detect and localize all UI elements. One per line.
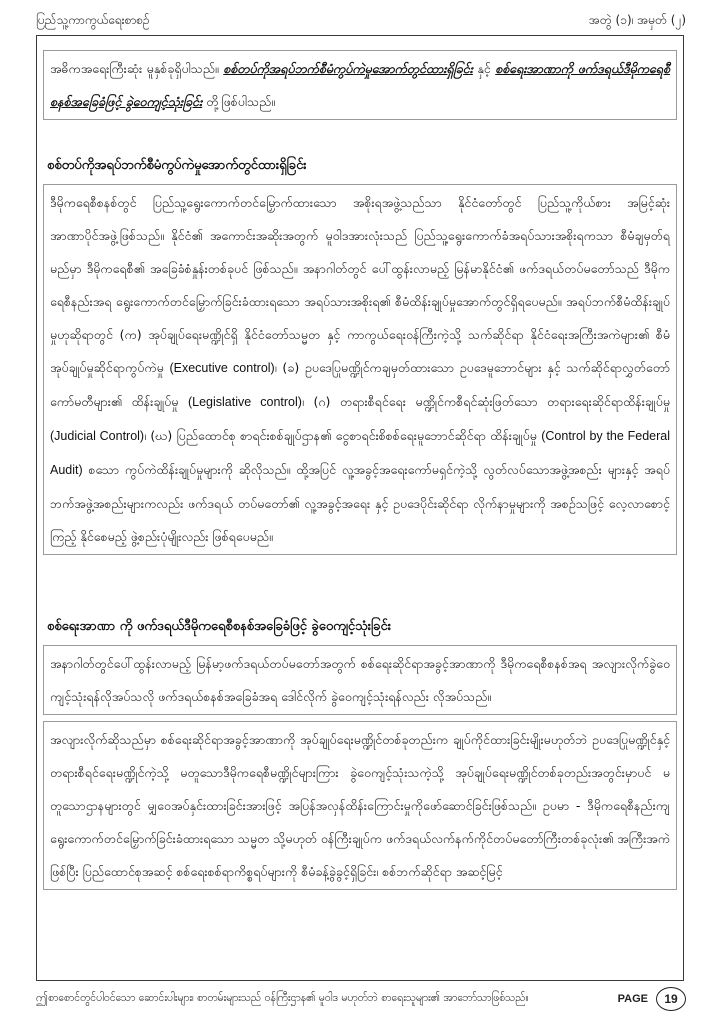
intro-text-3: တို့ဖြစ်ပါသည်။ [202, 94, 276, 109]
page-indicator [618, 987, 686, 1011]
section-1-text-2: ၊ (ခ) ဥပဒေပြုမဏ္ဍိုင်ကချမှတ်ထားသော ဥပဒေမူဘောင်များ နှင့် သက်ဆိုင်ရာလွှတ်တော်ကော်မတီများ၏ ထိန်းချုပ်မှု [50, 360, 671, 409]
term-federal-audit: (Control by the Federal Audit) [50, 429, 671, 477]
content-frame [36, 35, 684, 981]
footer-disclaimer: ဤစာစောင်တွင်ပါဝင်သော ဆောင်းပါးများ၊ စာတမ်းများသည် ဝန်ကြီးဌာန၏ မူဝါဒ မဟုတ်ဘဲ စာရေးသူများ၏ အာဘော်သာဖြစ်သည်။ [36, 991, 529, 1004]
section-1-heading: စစ်တပ်ကိုအရပ်ဘက်စီမံကွပ်ကဲမှုအောက်တွင်ထားရှိခြင်း [47, 158, 307, 173]
section-1-text-4: ၊ (ဃ) ပြည်ထောင်စု စာရင်းစစ်ချုပ်ဌာန၏ ငွေစာရင်းစိစစ်ရေးမူဘောင်ဆိုင်ရာ ထိန်းချုပ်မှု [144, 428, 542, 443]
journal-title: ပြည်သူ့ကာကွယ်ရေးစာစဥ် [36, 13, 150, 27]
intro-emphasis-1: စစ်တပ်ကိုအရပ်ဘက်စီမံကွပ်ကဲမှုအောက်တွင်ထားရှိခြင်း [223, 61, 473, 76]
page-footer [36, 986, 686, 1012]
page-label: PAGE [617, 993, 648, 1005]
intro-emphasis-2: စစ်ရေးအာဏာကို ဖက်ဒရယ်ဒီမိုကရေစီစနစ်အခြေခံဖြင့် ခွဲဝေကျင့်သုံးခြင်း [50, 61, 670, 109]
issue-number: အတွဲ (၁)၊ အမှတ် (၂) [589, 13, 686, 27]
section-1-text-5: စသော ကွပ်ကဲထိန်းချုပ်မှုများကို ဆိုလိုသည်။ ထို့အပြင် လူ့အခွင့်အရေးကော်မရှင်ကဲ့သို့ လွတ်လပ်သောအဖွဲ့အစည်း များနှင့် အရပ်ဘက်အဖွဲ့အစည်းများကလည်း ဖက်ဒရယ် တပ်မတော်၏ လူ့အခွင့်အရေး နှင့် ဥပဒေပိုင်းဆိုင်ရာ လိုက်နာမှုများကို အစဥ်သဖြင့် လေ့လာစောင့်ကြည့် နိုင်စေမည့် ဖွဲ့စည်းပုံမျိုးလည်း ဖြစ်ရပေမည်။ [50, 462, 670, 544]
term-legislative-control: (Legislative control) [187, 395, 302, 409]
intro-paragraph [43, 50, 677, 120]
section-2-paragraph-1: အနာဂါတ်တွင်ပေါ်ထွန်းလာမည့် မြန်မာ့ဖက်ဒရယ်တပ်မတော်အတွက် စစ်ရေးဆိုင်ရာအခွင့်အာဏာကို ဒီမိုကရေစီစနစ်အရ အလျားလိုက်ခွဲဝေကျင့်သုံးရန်လိုအပ်သလို ဖက်ဒရယ်စနစ်အခြေခံအရ ဒေါင်လိုက် ခွဲဝေကျင့်သုံးရန်လည်း လိုအပ်သည်။ [43, 645, 677, 715]
intro-text-1: အဓိကအရေးကြီးဆုံး မူနှစ်ခုရှိပါသည်။ [50, 61, 224, 76]
page-number: 19 [656, 987, 686, 1011]
page-header [36, 8, 686, 34]
section-1-text-1: ဒီမိုကရေစီစနစ်တွင် ပြည်သူ့ရွေးကောက်တင်မြှောက်ထားသော အစိုးရအဖွဲ့သည်သာ နိုင်ငံတော်တွင် ပြည်သူ့ကိုယ်စား အမြင့်ဆုံးအာဏာပိုင်အဖွဲ့ဖြစ်သည်။ နိုင်ငံ၏ အကောင်းအဆိုးအတွက် မူဝါဒအားလုံးသည် ပြည်သူ့ရွေးကောက်ခံအရပ်သားအစိုးရကသာ စီမံချမှတ်ရမည်မှာ ဒီမိုကရေစီ၏ အခြေခံစံနှုန်းတစ်ခုပင် ဖြစ်သည်။ အနာဂါတ်တွင် ပေါ်ထွန်းလာမည့် မြန်မာနိုင်ငံ၏ ဖက်ဒရယ်တပ်မတော်သည် ဒီမိုကရေစီနည်းအရ ရွေးကောက်တင်မြှောက်ခြင်းခံထားရသော အရပ်သားအစိုးရ၏ စီမံထိန်းချုပ်မှုအောက်တွင်ရှိရပေမည်။ အရပ်ဘက်စီမံထိန်းချုပ်မှုဟုဆိုရာတွင် (က) အုပ်ချုပ်ရေးမဏ္ဍိုင်ရှိ နိုင်ငံတော်သမ္မတ နှင့် ကာကွယ်ရေးဝန်ကြီးကဲ့သို့ သက်ဆိုင်ရာ နိုင်ငံရေးအကြီးအကဲများ၏ စီမံအုပ်ချုပ်မှုဆိုင်ရာကွပ်ကဲမှု [50, 195, 670, 375]
section-2-paragraph-2: အလျားလိုက်ဆိုသည်မှာ စစ်ရေးဆိုင်ရာအခွင့်အာဏာကို အုပ်ချုပ်ရေးမဏ္ဍိုင်တစ်ခုတည်းက ချုပ်ကိုင်ထားခြင်းမျိုးမဟုတ်ဘဲ ဥပဒေပြုမဏ္ဍိုင်နှင့် တရားစီရင်ရေးမဏ္ဍိုင်ကဲ့သို့ မတူသောဒီမိုကရေစီမဏ္ဍိုင်များကြား ခွဲဝေကျင့်သုံးသကဲ့သို့ အုပ်ချုပ်ရေးမဏ္ဍိုင်တစ်ခုတည်းအတွင်းမှာပင် မတူသောဌာနများတွင် မျှဝေအပ်နှင်းထားခြင်းအားဖြင့် အပြန်အလှန်ထိန်းကြောင်းမှုကိုဖော်ဆောင်ခြင်းဖြစ်သည်။ ဥပမာ - ဒီမိုကရေစီနည်းကျရွေးကောက်တင်မြှောက်ခြင်းခံထားရသော သမ္မတ သို့မဟုတ် ဝန်ကြီးချုပ်က ဖက်ဒရယ်လက်နက်ကိုင်တပ်မတော်ကြီးတစ်ခုလုံး၏ အကြီးအကဲဖြစ်ပြီး ပြည်ထောင်စုအဆင့် စစ်ရေးစစ်ရာကိစ္စရပ်များကို စီမံခန့်ခွဲခွင့်ရှိခြင်း၊ စစ်ဘက်ဆိုင်ရာ အဆင့်မြင့် [43, 721, 677, 890]
intro-text-2: နှင့် [472, 61, 496, 76]
section-1-text-3: ၊ (ဂ) တရားစီရင်ရေး မဏ္ဍိုင်ကစီရင်ဆုံးဖြတ်သော တရားရေးဆိုင်ရာထိန်းချုပ်မှု [301, 394, 670, 409]
section-1-paragraph [43, 184, 677, 555]
term-judicial-control: (Judicial Control) [50, 429, 145, 443]
section-2-heading: စစ်ရေးအာဏာ ကို ဖက်ဒရယ်ဒီမိုကရေစီစနစ်အခြေခံဖြင့် ခွဲဝေကျင့်သုံးခြင်း [47, 619, 392, 634]
term-executive-control: (Executive control) [169, 361, 275, 375]
